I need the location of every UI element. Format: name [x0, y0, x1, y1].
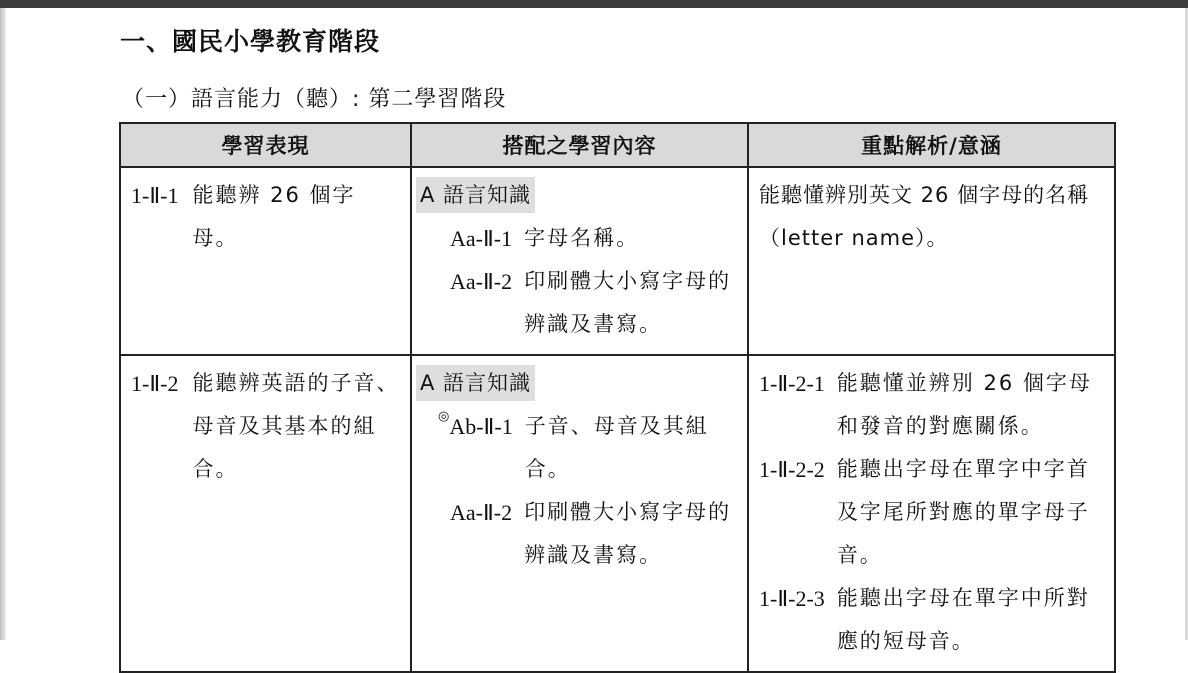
performance-text: 能聽辨英語的子音、母音及其基本的組合。 — [192, 371, 400, 481]
analysis-text: 能聽出字母在單字中所對應的短母音。 — [836, 586, 1090, 653]
performance-item — [131, 174, 400, 260]
content-cell — [411, 355, 748, 672]
analysis-text: 能聽懂並辨別 26 個字母和發音的對應關係。 — [836, 371, 1092, 438]
performance-code: 1-Ⅱ-1 — [131, 183, 179, 208]
core-marker: ◎ — [438, 408, 450, 423]
content-text: 印刷體大小寫字母的辨識及書寫。 — [524, 269, 732, 336]
content-item — [422, 260, 737, 346]
content-text: 子音、母音及其組合。 — [524, 414, 709, 481]
performance-cell — [120, 355, 411, 672]
table-row — [120, 355, 1115, 672]
analysis-code: 1-Ⅱ-2-2 — [759, 457, 825, 482]
analysis-cell — [748, 355, 1115, 672]
analysis-code: 1-Ⅱ-2-3 — [759, 586, 825, 611]
page-left-edge — [0, 8, 6, 640]
content-text: 字母名稱。 — [524, 226, 640, 250]
performance-cell — [120, 167, 411, 355]
analysis-text: 能聽出字母在單字中字首及字尾所對應的單字母子音。 — [836, 457, 1090, 567]
analysis-item — [759, 577, 1104, 663]
table-row — [120, 167, 1115, 355]
content-text: 印刷體大小寫字母的辨識及書寫。 — [524, 500, 732, 567]
window-top-bar — [0, 0, 1188, 8]
content-item — [422, 405, 737, 491]
header-analysis: 重點解析/意涵 — [748, 123, 1115, 167]
learning-table — [119, 122, 1116, 673]
performance-code: 1-Ⅱ-2 — [131, 371, 179, 396]
analysis-code: 1-Ⅱ-2-1 — [759, 371, 825, 396]
content-cell — [411, 167, 748, 355]
content-code: Aa-Ⅱ-2 — [450, 500, 513, 525]
content-code: Aa-Ⅱ-1 — [450, 226, 513, 251]
analysis-cell — [748, 167, 1115, 355]
performance-item — [131, 362, 400, 491]
section-heading: 一、國民小學教育階段 — [120, 27, 381, 56]
content-code: Ab-Ⅱ-1 — [449, 414, 513, 439]
analysis-item — [759, 448, 1104, 577]
analysis-item — [759, 362, 1104, 448]
subsection-heading: （一）語言能力（聽）: 第二學習階段 — [122, 87, 507, 112]
header-content: 搭配之學習內容 — [411, 123, 748, 167]
content-code: Aa-Ⅱ-2 — [450, 269, 513, 294]
header-performance: 學習表現 — [120, 123, 411, 167]
content-category: A 語言知識 — [416, 365, 535, 401]
table-header-row — [120, 123, 1115, 167]
performance-text: 能聽辨 26 個字母。 — [192, 183, 356, 250]
analysis-text: 能聽懂辨別英文 26 個字母的名稱（letter name）。 — [759, 183, 1090, 250]
content-item — [422, 491, 737, 577]
content-category: A 語言知識 — [416, 177, 535, 213]
content-item — [422, 217, 737, 260]
